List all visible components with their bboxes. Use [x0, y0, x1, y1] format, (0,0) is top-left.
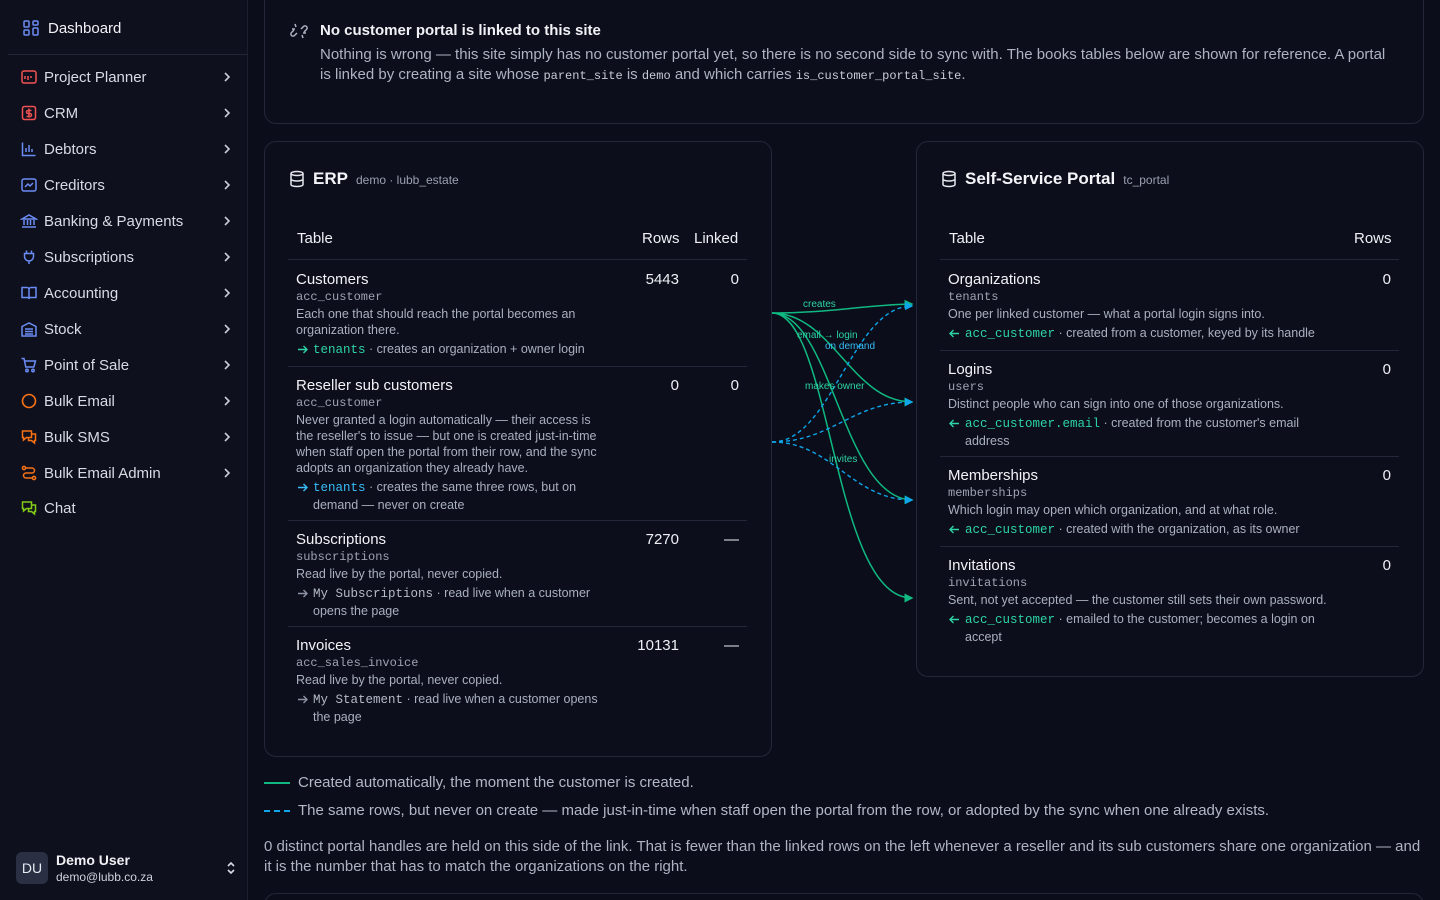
row-description: Which login may open which organization, and at what role.	[948, 503, 1278, 517]
column-header-table: Table	[297, 230, 333, 247]
chevron-right-icon	[220, 430, 234, 444]
row-description	[296, 672, 502, 688]
link-text: · emailed to the customer; becomes a login on	[1058, 612, 1315, 626]
connector-label-creates: creates	[803, 299, 836, 310]
divider	[8, 54, 248, 55]
chevron-right-icon	[220, 358, 234, 372]
code-is-customer-portal-site: is_customer_portal_site	[795, 69, 962, 83]
connector-label-makes-owner: makes owner	[805, 381, 865, 392]
column-header-table: Table	[949, 230, 985, 247]
legend-dashed	[264, 802, 1269, 819]
code-parent-site: parent_site	[543, 69, 623, 83]
row-table-name: subscriptions	[296, 550, 390, 564]
sidebar-item-label: Banking & Payments	[44, 212, 184, 230]
row-description-line: Never granted a login automatically — their access is	[296, 413, 591, 427]
row-table-name: users	[948, 380, 985, 394]
row-name: Logins	[948, 361, 993, 378]
link-text: opens the page	[313, 604, 400, 618]
link-text: the page	[313, 710, 362, 724]
link-text: · creates the same three rows, but on	[369, 480, 577, 494]
sidebar-item-label: Bulk Email Admin	[44, 464, 161, 482]
sidebar-item-label: Stock	[44, 320, 82, 338]
erp-table-header	[288, 220, 747, 260]
rows-count: 0	[1382, 467, 1391, 484]
sidebar-item-crm[interactable]	[8, 95, 248, 131]
sidebar-nav	[8, 59, 248, 525]
link-text: · created with the organization, as its owner	[1058, 522, 1300, 536]
row-link	[296, 479, 576, 514]
erp-subtitle: demo · lubb_estate	[355, 173, 459, 187]
ssp-title: Self-Service Portal	[965, 169, 1116, 188]
row-table-name: memberships	[948, 486, 1028, 500]
connector-diagram	[772, 290, 916, 610]
alert-text: .	[961, 66, 966, 83]
dollar-icon	[20, 104, 38, 122]
plug-icon	[20, 248, 38, 266]
legend-solid-text: Created automatically, the moment the customer is created.	[298, 774, 694, 791]
chevron-right-icon	[220, 70, 234, 84]
sidebar-item-project-planner[interactable]	[8, 59, 248, 95]
book-icon	[20, 284, 38, 302]
row-description-line: organization there.	[296, 323, 400, 337]
row-link	[948, 611, 1315, 646]
sidebar-item-point-of-sale[interactable]	[8, 347, 248, 383]
row-table-name: tenants	[948, 290, 999, 304]
legend-solid	[264, 774, 694, 791]
row-description-line: Each one that should reach the portal becomes an	[296, 307, 576, 321]
warehouse-icon	[20, 320, 38, 338]
route-icon	[20, 464, 38, 482]
sidebar-item-debtors[interactable]	[8, 131, 248, 167]
rows-count: 5443	[645, 271, 679, 288]
link-text: address	[965, 434, 1010, 448]
connector-label-invites: invites	[829, 454, 858, 465]
connector-creates-organization	[772, 304, 912, 313]
arrow-left-icon	[948, 523, 961, 536]
row-link	[296, 341, 585, 359]
connector-label-on-demand: on demand	[825, 341, 876, 352]
sidebar-item-label: CRM	[44, 104, 79, 122]
row-description-line: the reseller's to issue — but one is created just-in-time	[296, 429, 597, 443]
chat-icon	[20, 499, 38, 517]
no-portal-alert	[264, 0, 1424, 124]
linked-count: —	[724, 637, 739, 654]
sidebar-item-accounting[interactable]	[8, 275, 248, 311]
sidebar-item-label: Creditors	[44, 176, 105, 194]
chevron-right-icon	[220, 214, 234, 228]
row-name: Subscriptions	[296, 531, 387, 548]
calendar-icon	[20, 68, 38, 86]
connector-on-demand-membership	[772, 442, 912, 500]
alert-text: is linked by creating a site whose	[320, 66, 540, 83]
ssp-subtitle: tc_portal	[1123, 173, 1170, 187]
table-row[interactable]	[288, 367, 747, 521]
sidebar-item-bulk-email-admin[interactable]	[8, 455, 248, 491]
row-table-name: acc_customer	[296, 290, 383, 304]
link-source: acc_customer	[965, 523, 1056, 537]
bar-chart-icon	[20, 140, 38, 158]
chevron-right-icon	[220, 106, 234, 120]
sidebar-item-label: Project Planner	[44, 68, 147, 86]
column-header-rows: Rows	[1354, 230, 1392, 247]
code-demo: demo	[641, 69, 671, 83]
sidebar-item-dashboard[interactable]	[8, 10, 248, 46]
link-target: tenants	[313, 343, 366, 357]
rows-count: 7270	[645, 531, 679, 548]
row-link	[948, 325, 1315, 343]
rows-count: 0	[670, 377, 679, 394]
linked-count: 0	[730, 271, 739, 288]
row-description-line: adopts an organization they already have.	[296, 461, 529, 475]
link-text: accept	[965, 630, 1002, 644]
column-header-linked: Linked	[694, 230, 739, 247]
arrow-left-icon	[948, 613, 961, 626]
sidebar-item-label: Debtors	[44, 140, 97, 158]
arrow-left-icon	[948, 417, 961, 430]
legend-dashed-line	[264, 810, 290, 812]
table-row[interactable]	[288, 627, 747, 733]
alert-title: No customer portal is linked to this site	[320, 22, 601, 39]
link-text: · created from the customer's email	[1103, 416, 1300, 430]
link-source: acc_customer	[965, 613, 1056, 627]
erp-card-header	[289, 169, 459, 189]
chevron-right-icon	[220, 286, 234, 300]
unlink-icon	[289, 21, 309, 41]
rows-count: 10131	[637, 637, 679, 654]
row-name: Reseller sub customers	[296, 377, 453, 394]
chevrons-up-down-icon	[224, 860, 238, 876]
alert-text: and which carries	[674, 66, 792, 83]
rows-count: 0	[1382, 271, 1391, 288]
legend-solid-line	[264, 782, 290, 784]
column-header-rows: Rows	[642, 230, 680, 247]
chevron-right-icon	[220, 142, 234, 156]
row-link	[948, 415, 1299, 450]
user-name: Demo User	[56, 852, 130, 868]
user-email: demo@lubb.co.za	[56, 870, 153, 884]
dashboard-icon	[22, 19, 40, 37]
link-text: · creates an organization + owner login	[369, 342, 585, 356]
erp-title: ERP	[313, 169, 348, 188]
chevron-right-icon	[220, 178, 234, 192]
link-text: · read live when a customer opens	[406, 692, 598, 706]
row-description: Sent, not yet accepted — the customer still sets their own password.	[948, 593, 1327, 607]
row-description-line: Read live by the portal, never copied.	[296, 567, 503, 581]
sidebar-item-label: Subscriptions	[44, 248, 135, 266]
row-link	[948, 521, 1300, 539]
chevron-right-icon	[220, 250, 234, 264]
linked-count: 0	[730, 377, 739, 394]
arrow-right-icon	[296, 587, 309, 600]
row-link	[296, 691, 598, 726]
database-icon	[289, 170, 305, 188]
chevron-right-icon	[220, 466, 234, 480]
row-table-name: acc_customer	[296, 396, 383, 410]
sidebar-item-label: Accounting	[44, 284, 119, 302]
alert-description	[320, 45, 1400, 86]
summary-text: 0 distinct portal handles are held on this side of the link. That is fewer than the linked rows on the left whenever a reseller and its sub customers share one organization — and it is the number that has to match the organizations on the right.	[264, 838, 1421, 875]
link-source: acc_customer	[965, 327, 1056, 341]
arrow-right-icon	[296, 343, 309, 356]
alert-text: is	[626, 66, 638, 83]
bank-icon	[20, 212, 38, 230]
link-target: tenants	[313, 481, 366, 495]
arrow-left-icon	[948, 327, 961, 340]
circle-icon	[20, 392, 38, 410]
sidebar-item-subscriptions[interactable]	[8, 239, 248, 275]
sidebar-item-label: Point of Sale	[44, 356, 130, 374]
alert-text: Nothing is wrong — this site simply has no customer portal yet, so there is no second side to sync with. The books tables below are shown for reference. A portal	[320, 46, 1386, 63]
ssp-table-header	[940, 220, 1399, 260]
table-row[interactable]	[940, 547, 1399, 653]
row-description	[296, 412, 597, 476]
row-name: Invoices	[296, 637, 352, 654]
row-name: Invitations	[948, 557, 1016, 574]
user-menu[interactable]	[8, 844, 248, 892]
table-row[interactable]	[288, 521, 747, 627]
ssp-card-header	[941, 169, 1169, 189]
row-description: Distinct people who can sign into one of those organizations.	[948, 397, 1284, 411]
linked-count: —	[724, 531, 739, 548]
sidebar-item-chat[interactable]	[8, 491, 248, 525]
row-name: Memberships	[948, 467, 1039, 484]
link-target: My Statement	[313, 693, 404, 707]
sidebar-item-banking-payments[interactable]	[8, 203, 248, 239]
link-text: · created from a customer, keyed by its handle	[1058, 326, 1315, 340]
legend-dashed-text: The same rows, but never on create — made just-in-time when staff open the portal from the row, or adopted by the sync when one already exists.	[298, 802, 1270, 819]
calendar-chart-icon	[20, 176, 38, 194]
row-table-name: invitations	[948, 576, 1028, 590]
cart-icon	[20, 356, 38, 374]
chevron-right-icon	[220, 394, 234, 408]
sidebar	[0, 0, 248, 900]
messages-icon	[20, 428, 38, 446]
avatar: DU	[16, 852, 48, 884]
row-description-line: when staff open the portal from their row, and the sync	[296, 445, 597, 459]
row-description	[296, 566, 502, 582]
table-row[interactable]	[940, 351, 1399, 457]
table-row[interactable]	[940, 261, 1399, 351]
sidebar-item-label: Bulk SMS	[44, 428, 110, 446]
row-link	[296, 585, 590, 620]
row-name: Organizations	[948, 271, 1041, 288]
row-table-name: acc_sales_invoice	[296, 656, 419, 670]
arrow-right-icon	[296, 481, 309, 494]
row-name: Customers	[296, 271, 369, 288]
sidebar-item-bulk-email[interactable]	[8, 383, 248, 419]
row-description: One per linked customer — what a portal login signs into.	[948, 307, 1265, 321]
sidebar-item-bulk-sms[interactable]	[8, 419, 248, 455]
connector-label-email-login: email → login	[797, 330, 858, 341]
rows-count: 0	[1382, 361, 1391, 378]
table-row[interactable]	[940, 457, 1399, 547]
rows-count: 0	[1382, 557, 1391, 574]
chevron-right-icon	[220, 322, 234, 336]
sidebar-item-stock[interactable]	[8, 311, 248, 347]
arrow-right-icon	[296, 693, 309, 706]
database-icon	[941, 170, 957, 188]
link-text: demand — never on create	[313, 498, 465, 512]
sidebar-item-label: Dashboard	[48, 19, 122, 37]
link-text: · read live when a customer	[436, 586, 591, 600]
sidebar-item-creditors[interactable]	[8, 167, 248, 203]
sidebar-item-label: Chat	[44, 499, 76, 517]
next-card	[264, 893, 1424, 900]
table-row[interactable]	[288, 261, 747, 367]
sidebar-item-label: Bulk Email	[44, 392, 115, 410]
link-source: acc_customer.email	[965, 417, 1101, 431]
link-target: My Subscriptions	[313, 587, 434, 601]
row-description-line: Read live by the portal, never copied.	[296, 673, 503, 687]
row-description	[296, 306, 575, 338]
